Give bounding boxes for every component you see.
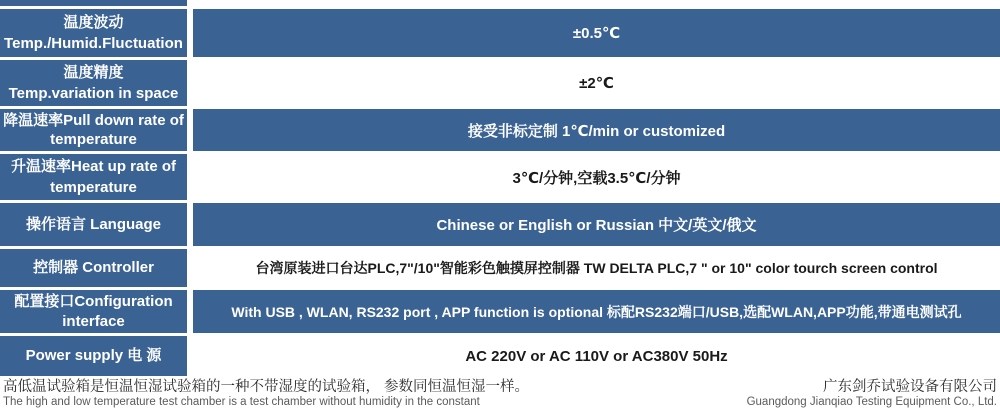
table-row xyxy=(0,249,1000,287)
row-value: ±2℃ xyxy=(193,60,1000,106)
table-row xyxy=(0,336,1000,376)
row-value: 接受非标定制 1℃/min or customized xyxy=(193,109,1000,151)
row-label-en: Temp./Humid.Fluctuation xyxy=(4,35,183,53)
row-value xyxy=(193,0,1000,6)
row-label-cn: 温度波动 xyxy=(63,13,124,31)
row-label xyxy=(0,9,187,57)
table-row xyxy=(0,9,1000,57)
row-label xyxy=(0,290,187,333)
row-label-cn: 配置接口Configuration xyxy=(14,292,173,310)
row-label xyxy=(0,336,187,376)
row-label xyxy=(0,154,187,200)
table-row xyxy=(0,290,1000,333)
table-row xyxy=(0,154,1000,200)
table-row xyxy=(0,109,1000,151)
page-footer xyxy=(0,376,1000,410)
row-label xyxy=(0,0,187,6)
row-value: 3℃/分钟,空载3.5℃/分钟 xyxy=(193,154,1000,200)
row-label-en: Temp.variation in space xyxy=(8,84,179,102)
footer-company xyxy=(747,378,997,410)
row-label-en: temperature xyxy=(50,131,137,149)
row-label xyxy=(0,109,187,151)
row-label-cn: 降温速率Pull down rate of xyxy=(3,111,184,129)
table-row xyxy=(0,203,1000,246)
footer-description-cn: 高低温试验箱是恒温恒湿试验箱的一种不带湿度的试验箱， 参数同恒温恒湿一样。 xyxy=(3,379,530,395)
row-label-en: interface xyxy=(62,312,125,330)
row-label xyxy=(0,203,187,246)
footer-company-cn: 广东剑乔试验设备有限公司 xyxy=(823,379,997,395)
table-row xyxy=(0,60,1000,106)
footer-description xyxy=(3,378,529,410)
row-label-cn: 升温速率Heat up rate of xyxy=(10,157,176,175)
row-label-cn: Power supply 电 源 xyxy=(25,347,162,365)
row-value: 台湾原装进口台达PLC,7"/10"智能彩色触摸屏控制器 TW DELTA PLC,7 " or 10" color tourch screen control xyxy=(193,249,1000,287)
row-value: AC 220V or AC 110V or AC380V 50Hz xyxy=(193,336,1000,376)
row-label-cn: 控制器 Controller xyxy=(33,259,154,277)
table-row-partial xyxy=(0,0,1000,6)
row-label-en: temperature xyxy=(50,178,137,196)
row-value: Chinese or English or Russian 中文/英文/俄文 xyxy=(193,203,1000,246)
row-label xyxy=(0,60,187,106)
row-value: With USB , WLAN, RS232 port , APP function is optional 标配RS232端口/USB,选配WLAN,APP功能,带通电测试孔 xyxy=(193,290,1000,333)
row-value: ±0.5℃ xyxy=(193,9,1000,57)
row-label xyxy=(0,249,187,287)
footer-description-en: The high and low temperature test chamber is a test chamber without humidity in the constant xyxy=(3,396,480,409)
row-label-cn: 操作语言 Language xyxy=(25,215,161,233)
row-label-cn: 温度精度 xyxy=(63,63,124,81)
footer-company-en: Guangdong Jianqiao Testing Equipment Co., Ltd. xyxy=(746,396,997,409)
